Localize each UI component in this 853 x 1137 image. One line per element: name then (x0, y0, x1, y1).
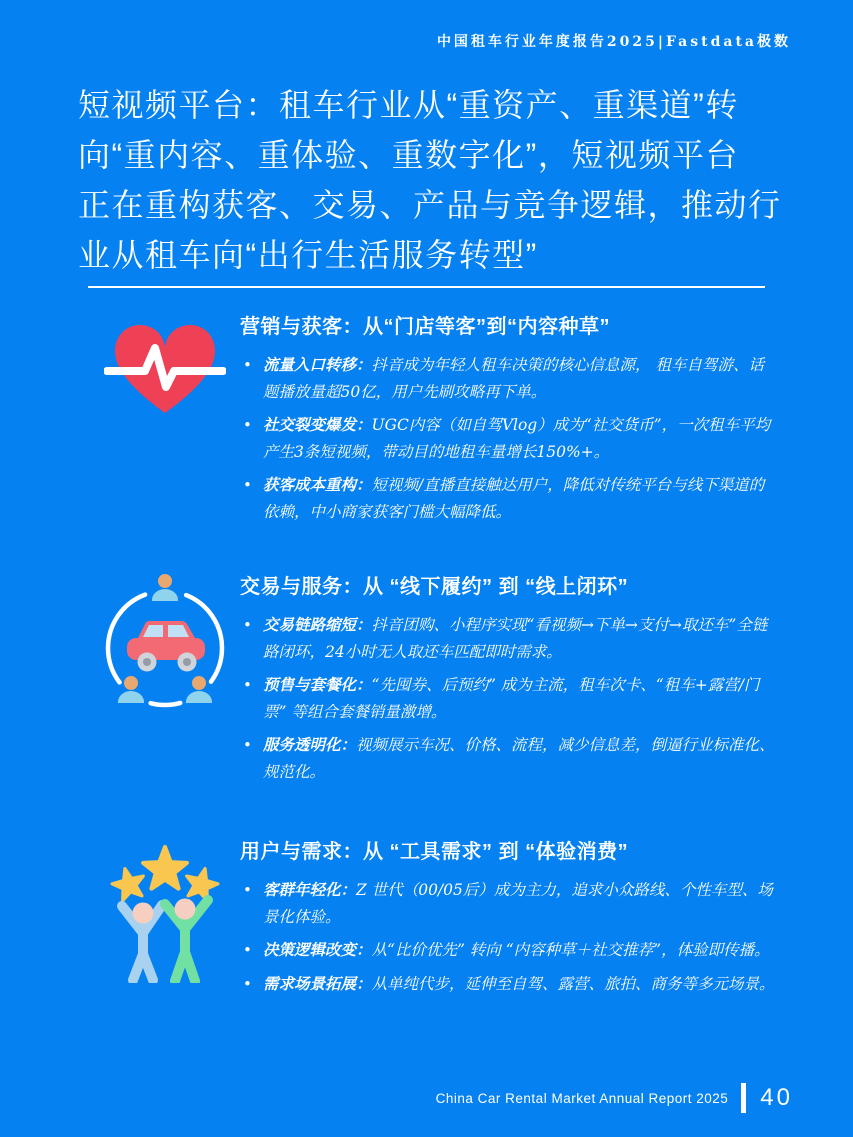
bullet-item (240, 612, 778, 665)
bullet-text: UGC内容（如自驾Vlog）成为“社交货币”，一次租车平均产生3条短视频，带动目的地租车量增长150%+。 (263, 416, 771, 461)
heart-pulse-icon (90, 306, 240, 532)
bullet-lead: 流量入口转移： (263, 355, 372, 374)
page-title-line: 短视频平台：租车行业从“重资产、重渠道”转 (78, 87, 739, 123)
bullet-lead: 需求场景拓展： (263, 973, 372, 993)
bullet-text: 从单纯代步，延伸至自驾、露营、旅拍、商务等多元场景。 (371, 974, 775, 993)
bullet-lead: 预售与套餐化： (263, 675, 372, 694)
bullet-item (240, 412, 778, 465)
bullet-text: “先囤券、后预约” 成为主流，租车次卡、“租车+露营/门票” 等组合套餐销量激增。 (263, 676, 760, 721)
bullet-text: 抖音团购、小程序实现“看视频→下单→支付→取还车”全链路闭环，24小时无人取还车匹配即时需求。 (263, 616, 768, 661)
bullet-item (240, 672, 778, 725)
page-title-line: 业从租车向“出行生活服务转型” (78, 237, 538, 273)
bullet-text: Z 世代（00/05后）成为主力，追求小众路线、个性车型、场景化体验。 (263, 881, 773, 926)
bullet-item (240, 877, 778, 930)
footer-divider-bar (741, 1083, 746, 1113)
bullet-lead: 社交裂变爆发： (263, 415, 372, 434)
bullet-item (240, 971, 778, 998)
bullet-text: 从“比价优先” 转向 “内容种草＋社交推荐”，体验即传播。 (371, 941, 770, 959)
section-marketing-heading: 营销与获客：从“门店等客”到“内容种草” (240, 316, 610, 338)
page-title-line: 正在重构获客、交易、产品与竞争逻辑，推动行 (78, 187, 782, 223)
section-users-heading: 用户与需求：从 “工具需求” 到 “体验消费” (240, 841, 629, 863)
footer-page-number: 40 (760, 1084, 793, 1111)
section-users-bullets (240, 877, 778, 997)
bullet-item (240, 732, 778, 785)
title-divider (88, 286, 765, 288)
page-title (78, 80, 782, 280)
section-marketing-content (240, 306, 853, 532)
bullet-lead: 交易链路缩短： (263, 615, 372, 634)
bullet-lead: 客群年轻化： (263, 880, 357, 899)
section-transaction-content (240, 566, 853, 792)
section-transaction-heading: 交易与服务：从 “线下履约” 到 “线上闭环” (240, 576, 629, 598)
section-marketing-bullets (240, 352, 778, 525)
section-transaction-bullets (240, 612, 778, 785)
report-header: 中国租车行业年度报告2025|Fastdata极数 (436, 34, 791, 50)
page-title-line: 向“重内容、重体验、重数字化”，短视频平台 (78, 137, 739, 173)
bullet-item (240, 472, 778, 525)
section-users (0, 831, 853, 1004)
section-transaction (0, 566, 853, 792)
page-footer (436, 1083, 793, 1113)
footer-report-name: China Car Rental Market Annual Report 2025 (435, 1090, 729, 1106)
bullet-text: 短视频/直播直接触达用户，降低对传统平台与线下渠道的依赖，中小商家获客门槛大幅降低。 (263, 476, 765, 521)
bullet-item (240, 352, 778, 405)
section-marketing (0, 306, 853, 532)
car-sharing-icon (90, 566, 240, 792)
bullet-item (240, 937, 778, 964)
section-users-content (240, 831, 853, 1004)
bullet-text: 视频展示车况、价格、流程，减少信息差，倒逼行业标准化、规范化。 (263, 736, 775, 781)
bullet-lead: 获客成本重构： (263, 475, 372, 494)
stars-people-icon (90, 831, 240, 1004)
bullet-lead: 服务透明化： (263, 735, 357, 754)
bullet-lead: 决策逻辑改变： (263, 940, 372, 959)
bullet-text: 抖音成为年轻人租车决策的核心信息源， 租车自驾游、话题播放量超50亿，用户先刷攻略再下单。 (263, 356, 764, 401)
